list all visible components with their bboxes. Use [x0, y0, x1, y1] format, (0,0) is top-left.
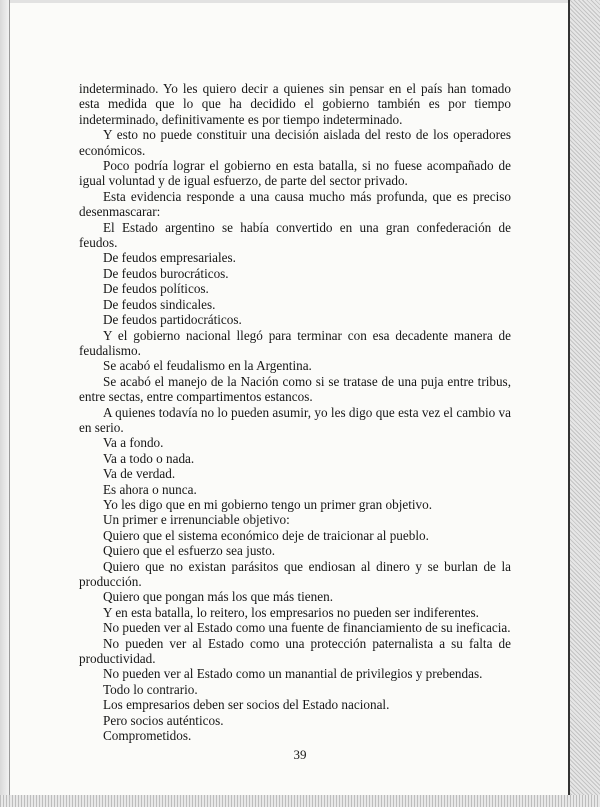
paragraph: Un primer e irrenunciable objetivo: — [103, 512, 290, 528]
paragraph: Poco podría lograr el gobierno en esta batalla, si no fuese acompañado de igual voluntad y de igual esfuerzo, de parte del sector privado. — [79, 158, 511, 189]
paragraph: Y esto no puede constituir una decisión aislada del resto de los operadores económicos. — [79, 127, 511, 158]
scan-top-edge — [9, 0, 569, 3]
paragraph: No pueden ver al Estado como una fuente de financiamiento de su ineficacia. — [103, 620, 511, 636]
paragraph: Esta evidencia responde a una causa mucho más profunda, que es preciso desenmascarar: — [79, 188, 511, 220]
page-number: 39 — [293, 747, 307, 762]
scan-bottom-edge — [0, 795, 600, 807]
paragraph: El Estado argentino se había convertido en una gran confederación de feudos. — [79, 219, 511, 251]
scan-right-margin — [570, 0, 600, 807]
paragraph: Es ahora o nunca. — [103, 481, 197, 497]
paragraph: Va a todo o nada. — [103, 450, 195, 466]
paragraph: No pueden ver al Estado como un manantial de privilegios y prebendas. — [103, 666, 483, 682]
paragraph: Quiero que pongan más los que más tienen. — [103, 589, 333, 605]
paragraph: Quiero que el sistema económico deje de traicionar al pueblo. — [103, 527, 429, 543]
paragraph: Quiero que el esfuerzo sea justo. — [103, 543, 276, 559]
paragraph: Va de verdad. — [103, 466, 176, 482]
paragraph: Va a fondo. — [103, 435, 164, 451]
paragraph: Todo lo contrario. — [103, 681, 198, 697]
paragraph: No pueden ver al Estado como una protección paternalista a su falta de productividad. — [79, 635, 511, 667]
scan-left-edge — [0, 0, 10, 807]
paragraph: De feudos sindicales. — [103, 296, 216, 312]
paragraph: Comprometidos. — [103, 728, 192, 744]
paragraph: Se acabó el manejo de la Nación como si se tratase de una puja entre tribus, entre sectas, entre compartimentos estancos. — [79, 373, 511, 405]
paragraph: Los empresarios deben ser socios del Estado nacional. — [103, 697, 390, 713]
paragraph: Yo les digo que en mi gobierno tengo un primer gran objetivo. — [103, 496, 433, 512]
paragraph: Y el gobierno nacional llegó para terminar con esa decadente manera de feudalismo. — [79, 327, 511, 358]
paragraph: Quiero que no existan parásitos que endiosan al dinero y se burlan de la producción. — [79, 558, 511, 589]
paragraph: De feudos partidocráticos. — [103, 312, 242, 328]
paragraph: A quienes todavía no lo pueden asumir, yo les digo que esta vez el cambio va en serio. — [79, 404, 511, 435]
paragraph: De feudos empresariales. — [103, 250, 236, 266]
paragraph: Y en esta batalla, lo reitero, los empresarios no pueden ser indiferentes. — [103, 604, 479, 620]
paragraph: Pero socios auténticos. — [103, 712, 224, 728]
paragraph: De feudos burocráticos. — [103, 265, 229, 281]
paragraph: De feudos políticos. — [103, 281, 209, 297]
paragraph: Se acabó el feudalismo en la Argentina. — [103, 358, 312, 374]
body-text — [79, 81, 511, 743]
paragraph: indeterminado. Yo les quiero decir a quienes sin pensar en el país han tomado esta medida que lo que ha decidido el gobierno también es por tiempo indeterminado, definitivamente es por tiempo indeterminado. — [79, 81, 511, 127]
